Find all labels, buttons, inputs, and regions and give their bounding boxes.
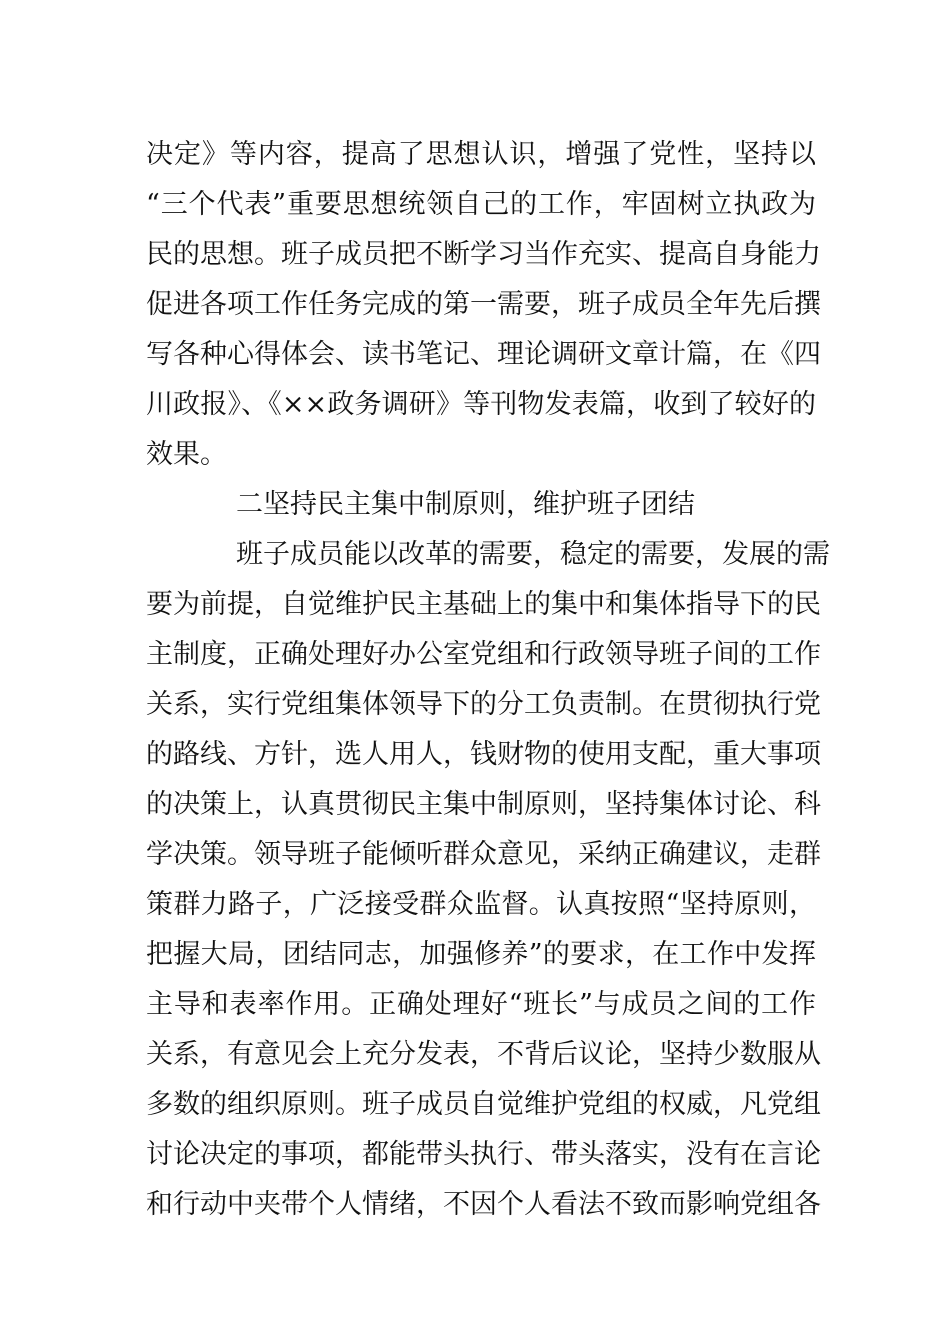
paragraph-line: 民的思想。班子成员把不断学习当作充实、提高自身能力 bbox=[146, 239, 821, 270]
paragraph-line: 促进各项工作任务完成的第一需要，班子成员全年先后撰 bbox=[146, 289, 821, 320]
paragraph-line: 多数的组织原则。班子成员自觉维护党组的权威，凡党组 bbox=[146, 1089, 821, 1120]
paragraph-line: 效果。 bbox=[146, 439, 227, 470]
paragraph-line: 主制度，正确处理好办公室党组和行政领导班子间的工作 bbox=[146, 639, 821, 670]
paragraph-line: 学决策。领导班子能倾听群众意见，采纳正确建议，走群 bbox=[146, 839, 821, 870]
paragraph-line: 要为前提，自觉维护民主基础上的集中和集体指导下的民 bbox=[146, 589, 821, 620]
paragraph-line: 班子成员能以改革的需要，稳定的需要，发展的需 bbox=[236, 539, 830, 570]
paragraph-line: “三个代表”重要思想统领自己的工作，牢固树立执政为 bbox=[146, 189, 816, 220]
paragraph-line: 川政报》、《××政务调研》等刊物发表篇，收到了较好的 bbox=[146, 389, 816, 420]
paragraph-line: 讨论决定的事项，都能带头执行、带头落实，没有在言论 bbox=[146, 1139, 821, 1170]
paragraph-2 bbox=[146, 530, 830, 1230]
paragraph-line: 决定》等内容，提高了思想认识，增强了党性，坚持以 bbox=[146, 139, 816, 170]
paragraph-line: 的路线、方针，选人用人，钱财物的使用支配，重大事项 bbox=[146, 739, 821, 770]
paragraph-line: 策群力路子，广泛接受群众监督。认真按照“坚持原则， bbox=[146, 889, 816, 920]
paragraph-line: 的决策上，认真贯彻民主集中制原则，坚持集体讨论、科 bbox=[146, 789, 821, 820]
paragraph-line: 把握大局，团结同志，加强修养”的要求，在工作中发挥 bbox=[146, 939, 816, 970]
paragraph-line: 写各种心得体会、读书笔记、理论调研文章计篇，在《四 bbox=[146, 339, 821, 370]
paragraph-1 bbox=[146, 130, 821, 480]
paragraph-line: 和行动中夹带个人情绪，不因个人看法不致而影响党组各 bbox=[146, 1189, 821, 1220]
section-heading: 二坚持民主集中制原则，维护班子团结 bbox=[236, 489, 695, 520]
paragraph-line: 关系，有意见会上充分发表，不背后议论，坚持少数服从 bbox=[146, 1039, 821, 1070]
document-body bbox=[146, 130, 830, 1230]
paragraph-line: 关系，实行党组集体领导下的分工负责制。在贯彻执行党 bbox=[146, 689, 821, 720]
paragraph-line: 主导和表率作用。正确处理好“班长”与成员之间的工作 bbox=[146, 989, 816, 1020]
